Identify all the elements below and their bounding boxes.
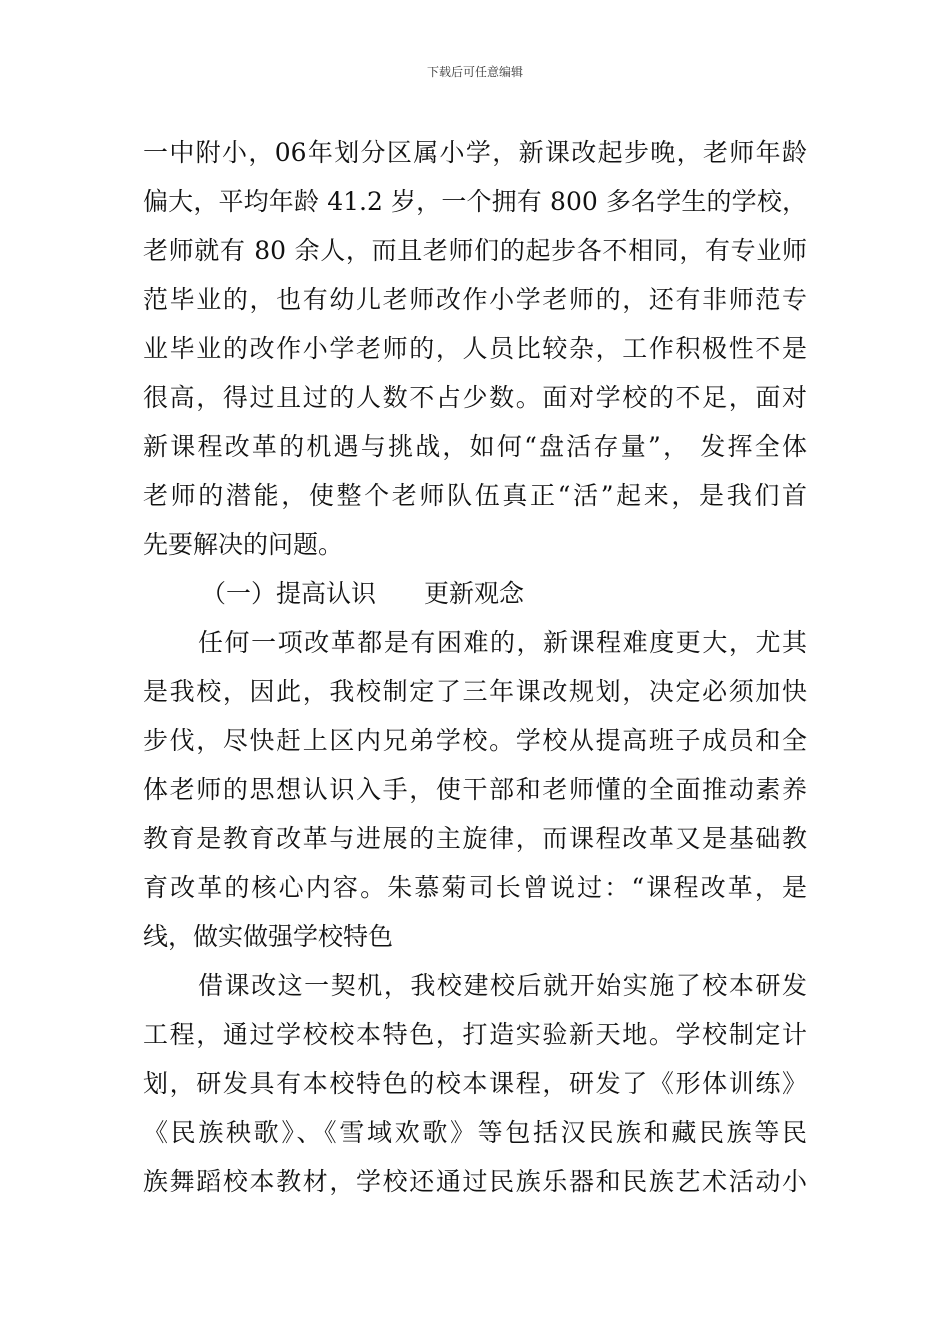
text-line: 范毕业的，也有幼儿老师改作小学老师的，还有非师范专 — [143, 285, 807, 314]
document-body — [143, 128, 807, 1206]
paragraph-reform-awareness — [143, 618, 807, 961]
section-heading-title: 更新观念 — [424, 579, 525, 608]
section-heading — [143, 569, 807, 618]
text-line: 育改革的核心内容。朱慕菊司长曾说过：“课程改革，是 — [143, 873, 807, 902]
section-heading-number: （一）提高认识 — [201, 579, 377, 608]
text-line: 步伐，尽快赶上区内兄弟学校。学校从提高班子成员和全 — [143, 726, 807, 755]
text-line: 新课程改革的机遇与挑战，如何“盘活存量”， 发挥全体 — [143, 432, 807, 461]
text-line: 是我校，因此，我校制定了三年课改规划，决定必须加快 — [143, 677, 807, 706]
text-line: 线，做实做强学校特色 — [143, 922, 394, 951]
text-line: 体老师的思想认识入手，使干部和老师懂的全面推动素养 — [143, 775, 807, 804]
paragraph-school-curriculum — [143, 961, 807, 1206]
text-line: 教育是教育改革与进展的主旋律，而课程改革又是基础教 — [143, 824, 807, 853]
text-line: 族舞蹈校本教材，学校还通过民族乐器和民族艺术活动小 — [143, 1167, 807, 1196]
text-line: 工程，通过学校校本特色，打造实验新天地。学校制定计 — [143, 1020, 807, 1049]
text-line: 一中附小，06年划分区属小学，新课改起步晚，老师年龄 — [143, 138, 807, 167]
text-line: 先要解决的问题。 — [143, 530, 344, 559]
paragraph-teacher-situation — [143, 128, 807, 569]
text-line: 任何一项改革都是有困难的，新课程难度更大，尤其 — [198, 628, 807, 657]
text-line: 很高，得过且过的人数不占少数。面对学校的不足，面对 — [143, 383, 807, 412]
text-line: 老师就有 80 余人，而且老师们的起步各不相同，有专业师 — [143, 236, 807, 265]
text-line: 业毕业的改作小学老师的，人员比较杂，工作积极性不是 — [143, 334, 807, 363]
text-line: 划，研发具有本校特色的校本课程，研发了《形体训练》 — [143, 1069, 807, 1098]
page-header: 下载后可任意编辑 — [426, 65, 523, 79]
text-line: 借课改这一契机，我校建校后就开始实施了校本研发 — [198, 971, 807, 1000]
text-line: 《民族秧歌》、《雪域欢歌》等包括汉民族和藏民族等民 — [143, 1118, 807, 1147]
text-line: 老师的潜能，使整个老师队伍真正“活”起来，是我们首 — [143, 481, 807, 510]
text-line: 偏大，平均年龄 41.2 岁，一个拥有 800 多名学生的学校， — [143, 187, 807, 216]
